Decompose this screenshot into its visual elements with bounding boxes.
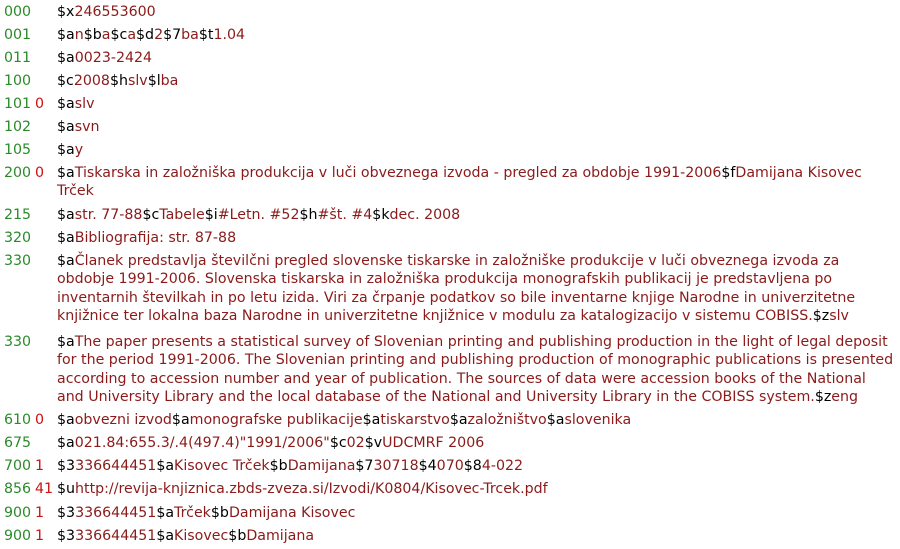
subfield-code: $u [57,481,76,497]
field-tag: 215 [4,207,32,223]
field-indicator: 1 [35,528,45,544]
field-content [57,333,897,407]
field-tag: 000 [4,4,32,20]
field-indicator: 0 [35,412,45,428]
subfield-code: $v [364,435,383,451]
subfield-value: 336644451 [75,528,157,544]
subfield-value: Tabele [159,207,205,223]
subfield-value: ba [181,27,199,43]
subfield-code: $z [814,389,832,406]
subfield-code: $a [546,412,565,428]
subfield-code: $c [57,73,74,89]
field-tag: 101 [4,96,32,112]
subfield-code: $b [228,528,247,544]
subfield-value: y [74,142,84,158]
subfield-value: slv [127,73,148,89]
subfield-code: $b [83,27,102,43]
field-indicator: 1 [35,458,45,474]
subfield-code: $x [57,4,75,20]
subfield-value: 0023-2424 [74,50,153,66]
field-content [57,411,897,429]
subfield-value: 30718 [373,458,419,474]
field-content [57,72,897,90]
field-indicator: 1 [35,505,45,521]
subfield-code: $a [57,142,75,158]
subfield-value: Damijana [246,528,315,544]
subfield-value: Kisovec [174,528,229,544]
subfield-code: $8 [463,458,482,474]
subfield-value: ba [160,73,179,89]
subfield-code: $d [136,27,155,43]
field-content [57,206,897,224]
subfield-code: $a [57,253,75,269]
field-tag: 675 [4,435,32,451]
subfield-value: monografske publikacije [189,412,363,428]
field-tag: 200 [4,165,32,181]
field-indicator: 41 [35,481,54,497]
subfield-code: $a [156,528,175,544]
subfield-code: $b [210,505,229,521]
subfield-value: 021.84:655.3/.4(497.4)"1991/2006" [74,435,330,451]
subfield-code: $a [57,27,75,43]
subfield-value: Damijana Kisovec [228,505,356,521]
field-content [57,49,897,67]
subfield-value: 02 [346,435,365,451]
field-content [57,527,897,545]
subfield-code: $a [57,207,75,223]
subfield-code: $h [109,73,128,89]
subfield-code: $z [812,308,830,325]
subfield-value: 2008 [73,73,110,89]
field-indicator: 0 [35,165,45,181]
subfield-code: $a [57,165,75,181]
field-tag: 610 [4,412,32,428]
subfield-code: $b [269,458,288,474]
subfield-value: str. 77-88 [74,207,143,223]
subfield-value: eng [831,389,859,406]
subfield-value: Tiskarska in založniška produkcija v luči obveznega izvoda - pregled za obdobje 1991-2006 [74,165,722,181]
subfield-code: $a [57,412,75,428]
subfield-code: $c [110,27,128,43]
field-content [57,252,897,326]
subfield-code: $3 [57,528,76,544]
subfield-code: $3 [57,458,76,474]
field-tag: 001 [4,27,32,43]
subfield-value: dec. 2008 [389,207,461,223]
subfield-code: $a [156,505,175,521]
subfield-value: The paper presents a statistical survey of Slovenian printing and publishing production in the light of legal deposit for the period 1991-2006. The Slovenian printing and publishing production of monographic publications is presented according to accession number and year of publication. The sources of data were accession books of the National and University Library and the local database of the National and University Library in the COBISS system. [57,334,894,406]
subfield-code: $a [57,50,75,66]
field-tag: 900 [4,505,32,521]
subfield-value: #št. #4 [317,207,373,223]
field-tag: 102 [4,119,32,135]
field-content [57,434,897,452]
subfield-value: založništvo [467,412,547,428]
subfield-value: svn [74,119,100,135]
subfield-code: $a [449,412,468,428]
field-tag: 100 [4,73,32,89]
subfield-value: slv [829,308,849,325]
subfield-code: $a [57,96,75,112]
field-content [57,26,897,44]
subfield-code: $a [57,119,75,135]
field-content [57,3,897,21]
subfield-code: $t [198,27,214,43]
subfield-code: $a [362,412,381,428]
subfield-value: 4-022 [481,458,524,474]
field-tag: 900 [4,528,32,544]
field-tag: 856 [4,481,32,497]
subfield-value: UDCMRF 2006 [382,435,485,451]
subfield-code: $a [57,230,75,246]
subfield-code: $a [171,412,190,428]
field-content [57,480,897,498]
field-tag: 330 [4,253,32,269]
subfield-value: slovenika [564,412,632,428]
field-tag: 330 [4,334,32,350]
subfield-code: $i [204,207,218,223]
subfield-value: 2 [154,27,164,43]
subfield-code: $7 [163,27,182,43]
field-content [57,95,897,113]
subfield-value: 070 [436,458,464,474]
subfield-value: obvezni izvod [74,412,172,428]
subfield-value: Bibliografija: str. 87-88 [74,230,237,246]
subfield-value: Damijana [287,458,356,474]
subfield-code: $7 [355,458,374,474]
subfield-code: $3 [57,505,76,521]
subfield-value: 1.04 [213,27,246,43]
subfield-value: a [127,27,137,43]
field-content [57,118,897,136]
subfield-code: $c [142,207,160,223]
subfield-value: slv [74,96,95,112]
subfield-code: $c [329,435,347,451]
subfield-code: $4 [418,458,437,474]
subfield-value: n [74,27,84,43]
subfield-code: $a [57,334,75,350]
subfield-value: Damijana Kisovec Trček [57,165,862,200]
subfield-value: 336644451 [75,505,157,521]
field-content [57,504,897,522]
subfield-code: $a [156,458,175,474]
field-content [57,457,897,475]
subfield-value: Kisovec Trček [174,458,270,474]
field-tag: 105 [4,142,32,158]
subfield-value: tiskarstvo [380,412,450,428]
field-content [57,141,897,159]
subfield-code: $h [299,207,318,223]
subfield-code: $l [147,73,161,89]
subfield-code: $a [57,435,75,451]
subfield-value: 246553600 [74,4,156,20]
field-content [57,164,897,201]
subfield-code: $f [721,165,736,181]
field-tag: 700 [4,458,32,474]
field-content [57,229,897,247]
subfield-value: a [101,27,111,43]
subfield-value: http://revija-knjiznica.zbds-zveza.si/Izvodi/K0804/Kisovec-Trcek.pdf [75,481,548,497]
field-tag: 011 [4,50,32,66]
field-tag: 320 [4,230,32,246]
subfield-value: Trček [174,505,211,521]
subfield-value: #Letn. #52 [217,207,300,223]
field-indicator: 0 [35,96,45,112]
subfield-value: 336644451 [75,458,157,474]
subfield-code: $k [372,207,390,223]
subfield-value: Članek predstavlja številčni pregled slovenske tiskarske in založniške produkcije v luči obveznega izvoda za obdobje 1991-2006. Slovenska tiskarska in založniška produkcija monografskih publikacij je predstavljena po inventarnih številkah in po letu izida. Viri za črpanje podatkov so bile inventarne knjige Narodne in univerzitetne knjižnice ter lokalna baza Narodne in univerzitetne knjižnice v modulu za katalogizacijo v sistemu COBISS. [57,253,856,325]
